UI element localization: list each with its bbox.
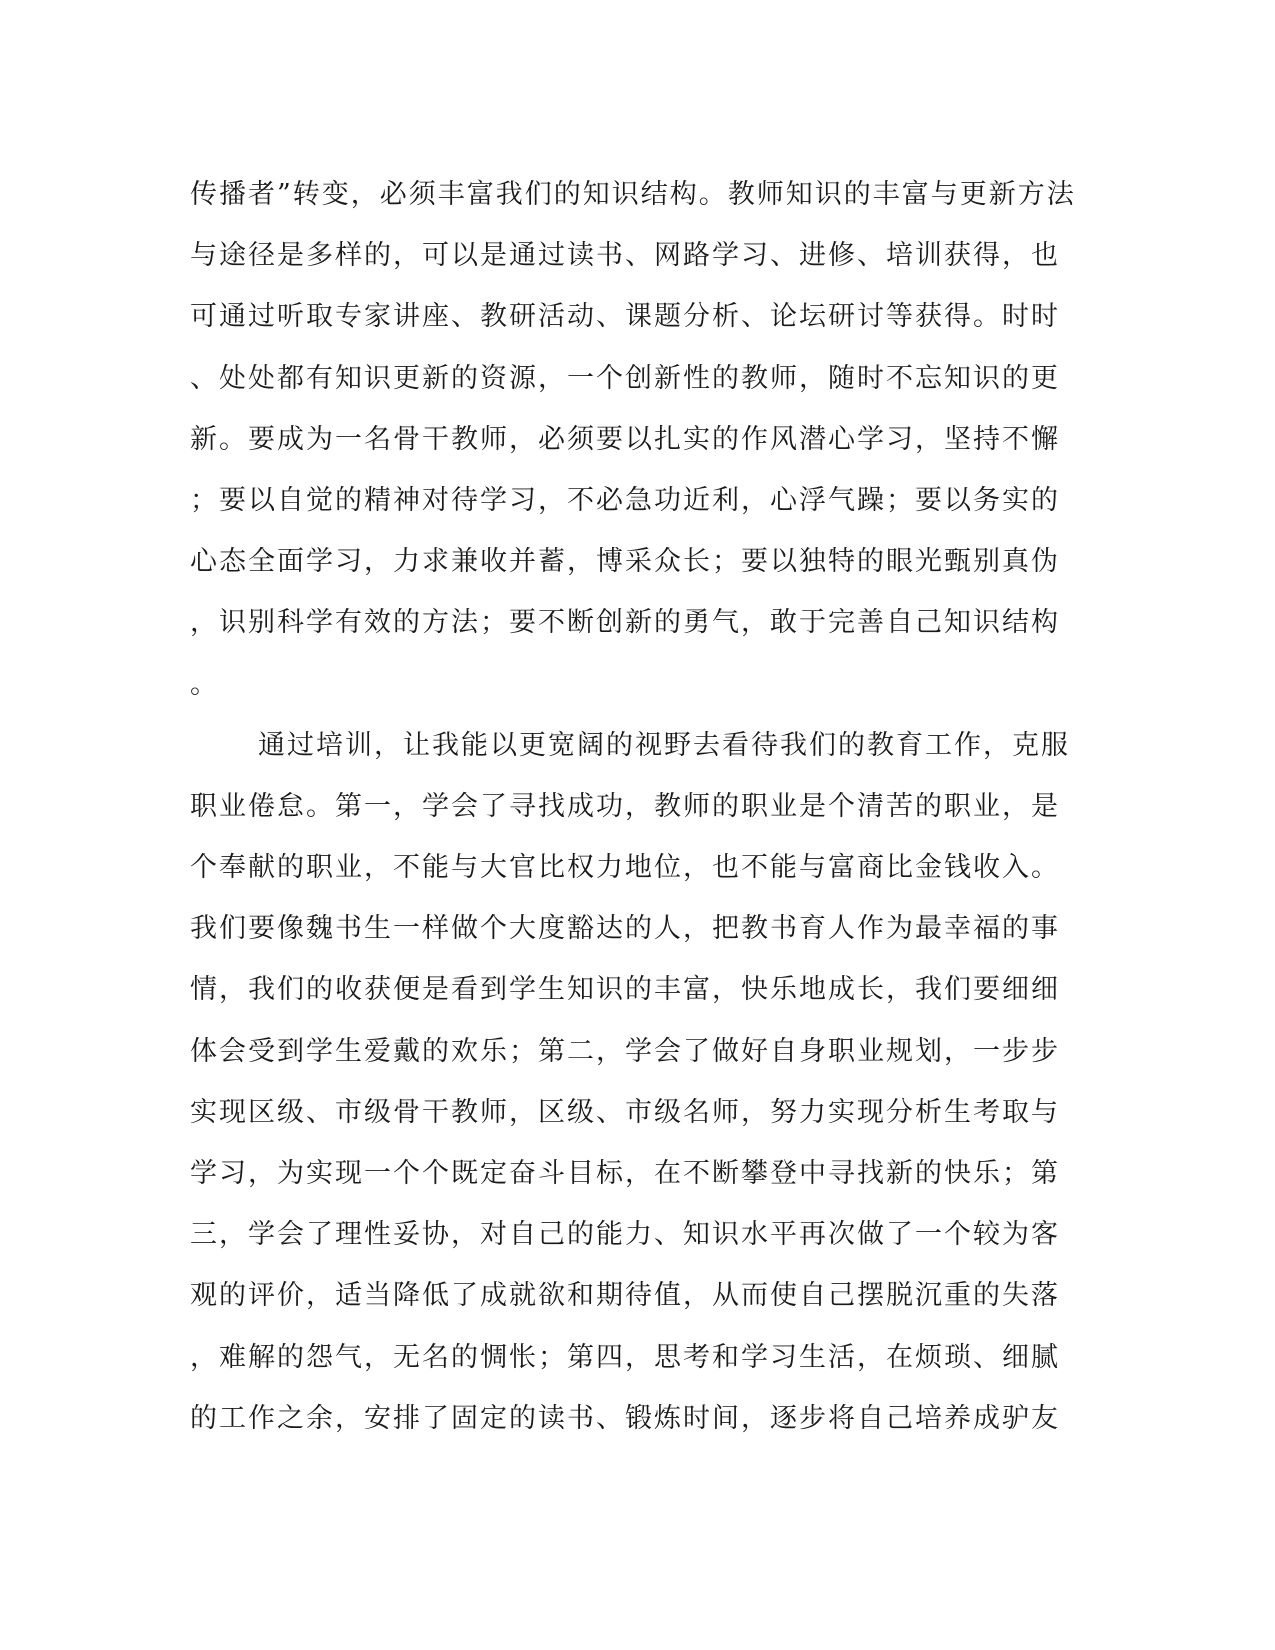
text-line: 心态全面学习，力求兼收并蓄，博采众长；要以独特的眼光甄别真伪 — [190, 546, 1060, 578]
text-line: 个奉献的职业，不能与大官比权力地位，也不能与富商比金钱收入。 — [190, 852, 1060, 884]
text-line: 体会受到学生爱戴的欢乐；第二，学会了做好自身职业规划，一步步 — [190, 1035, 1060, 1067]
document-body — [190, 164, 1076, 1449]
text-line: 通过培训，让我能以更宽阔的视野去看待我们的教育工作，克服 — [258, 729, 1070, 761]
paragraph-2 — [190, 715, 1070, 1449]
paragraph-1 — [190, 164, 1076, 715]
text-line: 新。要成为一名骨干教师，必须要以扎实的作风潜心学习，坚持不懈 — [190, 423, 1060, 455]
text-line: 实现区级、市级骨干教师，区级、市级名师，努力实现分析生考取与 — [190, 1096, 1060, 1128]
text-line: ，识别科学有效的方法；要不断创新的勇气，敢于完善自己知识结构 — [190, 607, 1060, 639]
text-line: 的工作之余，安排了固定的读书、锻炼时间，逐步将自己培养成驴友 — [190, 1402, 1060, 1434]
text-line: 我们要像魏书生一样做个大度豁达的人，把教书育人作为最幸福的事 — [190, 913, 1060, 945]
text-line: 、处处都有知识更新的资源，一个创新性的教师，随时不忘知识的更 — [190, 362, 1060, 394]
text-line: 观的评价，适当降低了成就欲和期待值，从而使自己摆脱沉重的失落 — [190, 1280, 1060, 1312]
text-line: 三，学会了理性妥协，对自己的能力、知识水平再次做了一个较为客 — [190, 1219, 1060, 1251]
text-line: 传播者”转变，必须丰富我们的知识结构。教师知识的丰富与更新方法 — [190, 179, 1076, 210]
text-line: 学习，为实现一个个既定奋斗目标，在不断攀登中寻找新的快乐；第 — [190, 1158, 1060, 1189]
text-line: 职业倦怠。第一，学会了寻找成功，教师的职业是个清苦的职业，是 — [190, 790, 1060, 822]
text-line: ；要以自觉的精神对待学习，不必急功近利，心浮气躁；要以务实的 — [190, 484, 1060, 516]
text-line: 。 — [190, 668, 219, 700]
text-line: 情，我们的收获便是看到学生知识的丰富，快乐地成长，我们要细细 — [190, 974, 1060, 1006]
text-line: 可通过听取专家讲座、教研活动、课题分析、论坛研讨等获得。时时 — [190, 301, 1060, 333]
text-line: ，难解的怨气，无名的惆怅；第四，思考和学习生活，在烦琐、细腻 — [190, 1341, 1060, 1373]
text-line: 与途径是多样的，可以是通过读书、网路学习、进修、培训获得，也 — [190, 240, 1060, 272]
